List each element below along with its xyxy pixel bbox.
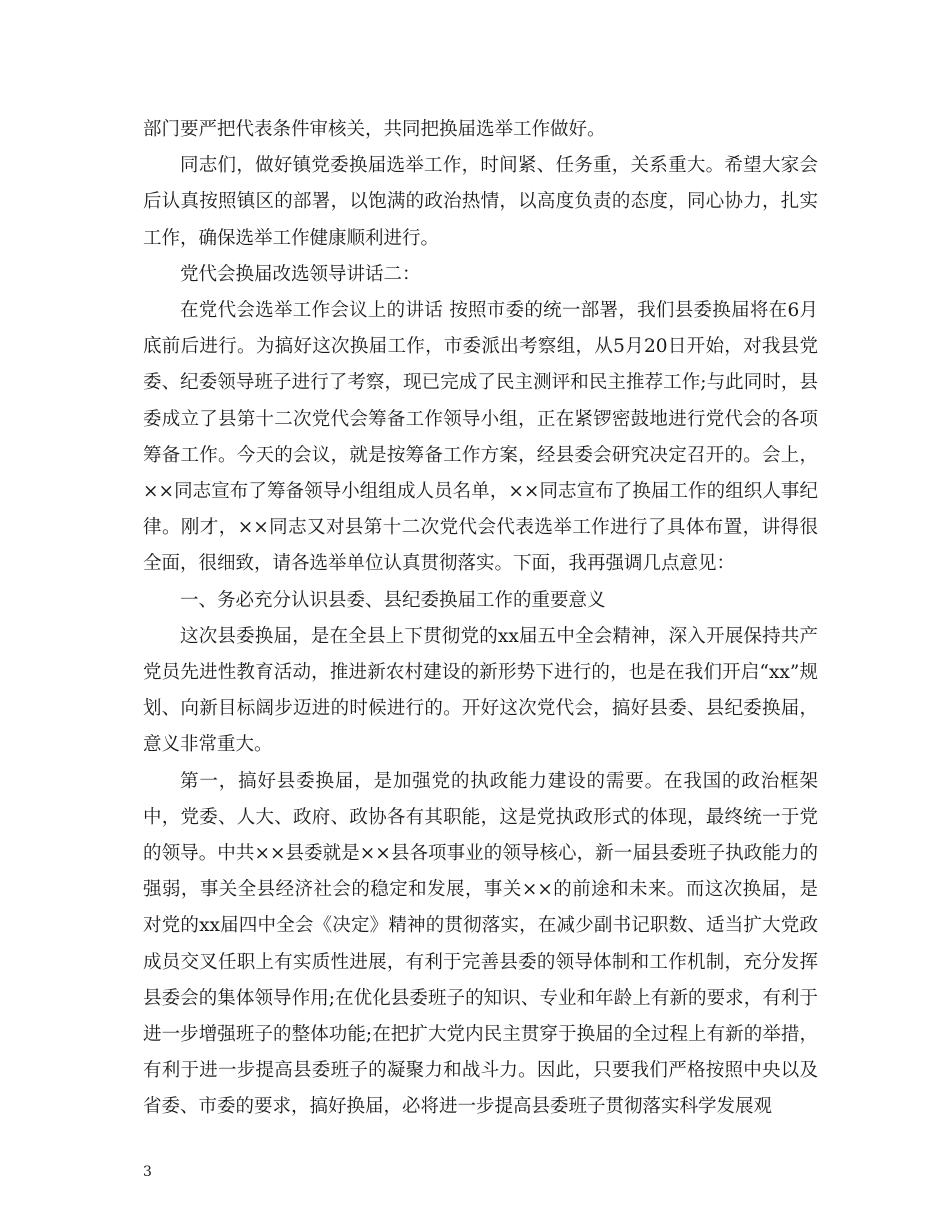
paragraph-6: 第一，搞好县委换届，是加强党的执政能力建设的需要。在我国的政治框架中，党委、人大、政府、政协各有其职能，这是党执政形式的体现，最终统一于党的领导。中共××县委就是××县各项事业的领导核心，新一届县委班子执政能力的强弱，事关全县经济社会的稳定和发展，事关××的前途和未来。而这次换届，是对党的xx届四中全会《决定》精神的贯彻落实，在减少副书记职数、适当扩大党政成员交叉任职上有实质性进展，有利于完善县委的领导体制和工作机制，充分发挥县委会的集体领导作用;在优化县委班子的知识、专业和年龄上有新的要求，有利于进一步增强班子的整体功能;在把扩大党内民主贯穿于换届的全过程上有新的举措，有利于进一步提高县委班子的凝聚力和战斗力。因此，只要我们严格按照中央以及省委、市委的要求，搞好换届，必将进一步提高县委班子贯彻落实科学发展观 xyxy=(143,770,818,1118)
section-heading-1: 一、务必充分认识县委、县纪委换届工作的重要意义 xyxy=(180,589,606,611)
body-text xyxy=(143,112,818,1126)
paragraph-1: 部门要严把代表条件审核关，共同把换届选举工作做好。 xyxy=(143,119,606,140)
paragraph-5: 这次县委换届，是在全县上下贯彻党的xx届五中全会精神，深入开展保持共产党员先进性教育活动，推进新农村建设的新形势下进行的，也是在我们开启“xx”规划、向新目标阔步迈进的时候进行的。开好这次党代会，搞好县委、县纪委换届，意义非常重大。 xyxy=(143,625,818,756)
paragraph-3-heading: 党代会换届改选领导讲话二： xyxy=(180,263,421,285)
page-number: 3 xyxy=(143,1164,152,1180)
paragraph-2: 同志们，做好镇党委换届选举工作，时间紧、任务重，关系重大。希望大家会后认真按照镇区的部署，以饱满的政治热情，以高度负责的态度，同心协力，扎实工作，确保选举工作健康顺利进行。 xyxy=(143,155,818,249)
paragraph-4: 在党代会选举工作会议上的讲话 按照市委的统一部署，我们县委换届将在6月底前后进行。为搞好这次换届工作，市委派出考察组，从5月20日开始，对我县党委、纪委领导班子进行了考察，现已完成了民主测评和民主推荐工作;与此同时，县委成立了县第十二次党代会筹备工作领导小组，正在紧锣密鼓地进行党代会的各项筹备工作。今天的会议，就是按筹备工作方案，经县委会研究决定召开的。会上，××同志宣布了筹备领导小组组成人员名单，××同志宣布了换届工作的组织人事纪律。刚才，××同志又对县第十二次党代会代表选举工作进行了具体布置，讲得很全面，很细致，请各选举单位认真贯彻落实。下面，我再强调几点意见： xyxy=(143,300,818,575)
